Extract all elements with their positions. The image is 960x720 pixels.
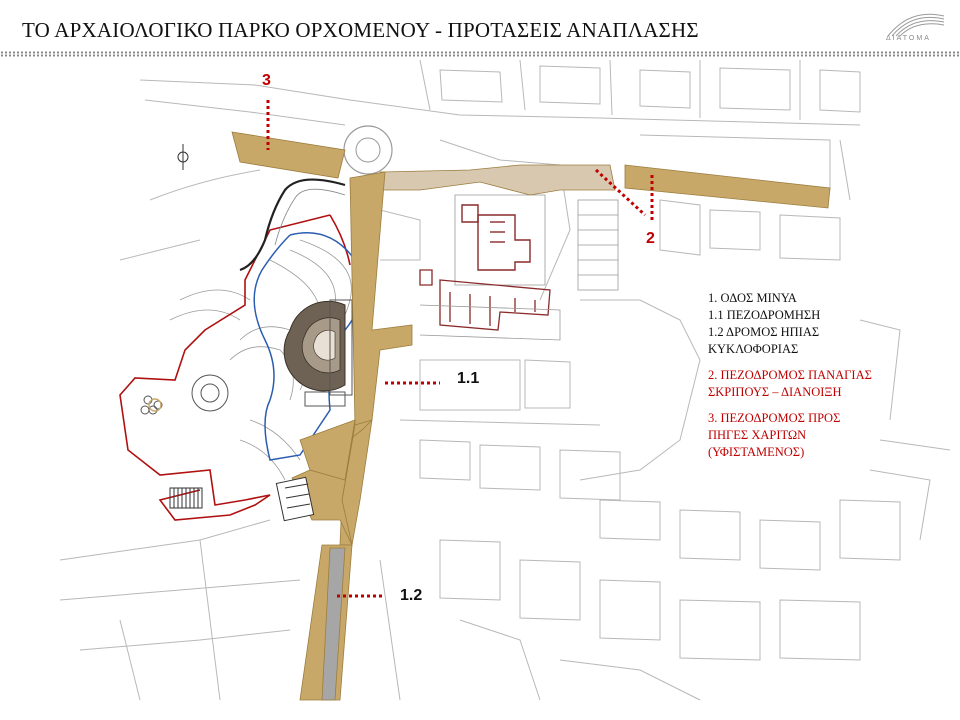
- legend-block-3: [708, 410, 948, 461]
- tholos-structure: [141, 375, 228, 414]
- callout-3: 3: [262, 72, 271, 89]
- legend-line: 1.1 ΠΕΖΟΔΡΟΜΗΣΗ: [708, 308, 821, 322]
- legend-line: 2. ΠΕΖΟΔΡΟΜΟΣ ΠΑΝΑΓΙΑΣ: [708, 368, 872, 382]
- path-2-panagia-skripou: [380, 165, 615, 195]
- page-title: ΤΟ ΑΡΧΑΙΟΛΟΓΙΚΟ ΠΑΡΚΟ ΟΡΧΟΜΕΝΟΥ - ΠΡΟΤΑΣΕΙΣ ΑΝΑΠΛΑΣΗΣ: [22, 18, 699, 42]
- tholos-highlight: [149, 399, 161, 411]
- path-2-east-segment: [625, 165, 830, 208]
- legend-block-1: [708, 290, 948, 358]
- legend-line: (ΥΦΙΣΤΑΜΕΝΟΣ): [708, 445, 805, 459]
- legend-line: ΣΚΡΙΠΟΥΣ – ΔΙΑΝΟΙΞΗ: [708, 385, 842, 399]
- legend-line: ΚΥΚΛΟΦΟΡΙΑΣ: [708, 342, 799, 356]
- legend-line: 1. ΟΔΟΣ ΜΙΝΥΑ: [708, 291, 797, 305]
- monastery-building: [420, 270, 560, 340]
- path-1-minya-street: [340, 172, 412, 545]
- legend-line: ΠΗΓΕΣ ΧΑΡΙΤΩΝ: [708, 428, 807, 442]
- callout-2: 2: [646, 230, 655, 247]
- church-of-skripou: [455, 195, 545, 285]
- callout-1-2: 1.2: [400, 587, 423, 604]
- roundabout: [344, 126, 392, 174]
- legend-line: 1.2 ΔΡΟΜΟΣ ΗΠΙΑΣ: [708, 325, 820, 339]
- path-3-to-charites-springs: [232, 132, 345, 178]
- existing-curved-path-edge: [275, 189, 345, 245]
- map-legend: [708, 290, 948, 470]
- north-arrow-icon: [178, 144, 188, 170]
- parking-area: [578, 200, 618, 290]
- legend-line: 3. ΠΕΖΟΔΡΟΜΟΣ ΠΡΟΣ: [708, 411, 841, 425]
- ancient-theatre: [284, 300, 352, 406]
- callout-1-1: 1.1: [457, 370, 480, 387]
- logo-text: ΔΙΑΤΟΜΑ: [886, 35, 931, 42]
- legend-block-2: [708, 367, 948, 401]
- diatoma-logo-icon: [880, 8, 950, 48]
